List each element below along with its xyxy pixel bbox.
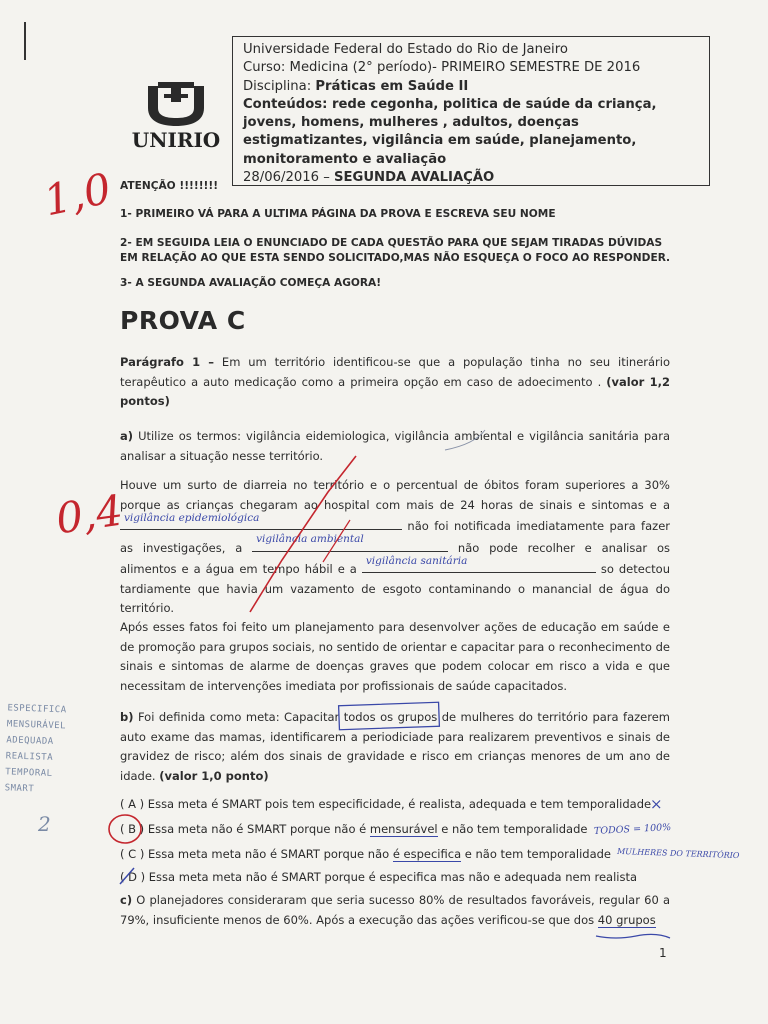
margin-note-1: ESPECIFICA (7, 703, 67, 716)
option-d-letter: ( D ) (120, 870, 146, 884)
paragraph-1-label: Parágrafo 1 – (120, 355, 215, 369)
margin-note-3: ADEQUADA (6, 735, 54, 747)
option-b[interactable] (120, 821, 587, 837)
question-b-text: Foi definida como meta: Capacitar todos os grupos de mulheres do território para fazerem auto exame das mamas, identificarem a periodiciade para realizarem preventivos e sinais de gravidez de risco; além dos sinais de gravidade e risco em crianças menores de um ano de idade. (120, 710, 670, 783)
question-c-label: c) (120, 893, 133, 907)
question-b (120, 708, 670, 786)
option-c-letter: ( C ) (120, 847, 145, 861)
option-d[interactable] (120, 869, 637, 885)
paragraph-1 (120, 353, 670, 412)
unirio-logo (128, 82, 224, 152)
outbreak-text-3: não pode recolher e analisar os alimentos e a água em tempo hábil e a (120, 540, 670, 576)
date-line (243, 169, 699, 187)
note-option-b: TODOS = 100% (593, 821, 672, 838)
option-b-text-underlined: mensurável (369, 822, 438, 836)
contents-line: Conteúdos: rede cegonha, politica de saúde da criança, jovens, homens, mulheres , adultos, doenças estigmatizantes, vigilância em saúde, planejamento, monitoramento e avaliação (243, 96, 657, 167)
question-b-label: b) (120, 710, 134, 724)
question-c (120, 891, 670, 930)
discipline-label: Disciplina: (243, 78, 316, 94)
discipline-line (243, 78, 699, 96)
question-c-text: O planejadores consideraram que seria sucesso 80% de resultados favoráveis, regular 60 a 79%, insuficiente menos de 60%. Após a execução das ações verificou-se que dos (120, 893, 670, 927)
margin-notes (4, 700, 103, 799)
option-b-letter: ( B ) (120, 822, 145, 836)
paragraph-1-text: Em um território identificou-se que a população tinha no seu itinerário terapêutico a auto medicação como a primeira opção em caso de adoecimento . (120, 355, 671, 389)
outbreak-text-1: Houve um surto de diarreia no território e o percentual de óbitos foram superiores a 30% porque as crianças chegaram ao hospital com mais de 24 horas de sinais e sintomas e a (120, 478, 670, 512)
answer-blank-2[interactable] (252, 533, 448, 552)
note-option-c: MULHERES DO TERRITÓRIO (616, 846, 740, 861)
option-c-text-pre: Essa meta meta não é SMART porque não (144, 847, 393, 861)
attention-item-2a: 2- EM SEGUIDA LEIA O ENUNCIADO DE CADA QUESTÃO PARA QUE SEJAM TIRADAS DÚVIDAS (120, 237, 663, 249)
option-c-text-underlined: é especifica (392, 847, 462, 861)
attention-heading: ATENÇÃO !!!!!!!! (120, 180, 219, 192)
question-a (120, 427, 670, 466)
attention-item-1: 1- PRIMEIRO VÁ PARA A ULTIMA PÁGINA DA PROVA E ESCREVA SEU NOME (120, 208, 556, 220)
option-d-text: Essa meta meta não é SMART porque é especifica mas não e adequada nem realista (145, 870, 638, 884)
exam-name: SEGUNDA AVALIAÇÃO (334, 170, 495, 186)
margin-note-4: REALISTA (5, 751, 54, 763)
question-a-text: Utilize os termos: vigilância eidemiologica, vigilância ambiental e vigilância sanitária para analisar a situação nesse território. (120, 429, 670, 463)
blue-wave-mark (596, 934, 670, 938)
discipline-value: Práticas em Saúde II (315, 78, 469, 94)
outbreak-text-4: so detectou tardiamente que havia um vazamento de esgoto contaminando o manancial de água do território. (120, 562, 670, 615)
margin-note-5: TEMPORAL (5, 767, 53, 779)
option-a[interactable] (120, 796, 651, 812)
answer-blank-1-text: vigilância epidemiológica (124, 511, 260, 524)
answer-blank-2-text: vigilância ambiental (256, 533, 364, 545)
option-c[interactable] (120, 846, 611, 862)
attention-item-2b: EM RELAÇÃO AO QUE ESTA SENDO SOLICITADO,MAS NÃO ESQUEÇA O FOCO AO RESPONDER. (120, 252, 671, 264)
margin-note-2-digit: 2 (38, 812, 51, 836)
exam-title: PROVA C (120, 306, 246, 335)
margin-note-6: SMART (4, 783, 35, 795)
margin-note-2: MENSURÁVEL (6, 719, 67, 732)
answer-blank-3-text: vigilância sanitária (365, 554, 468, 567)
exam-header-box (232, 36, 710, 186)
outbreak-paragraph (120, 476, 670, 619)
university-name: Universidade Federal do Estado do Rio de Janeiro (243, 42, 568, 57)
option-a-letter: ( A ) (120, 797, 145, 811)
answer-blank-1[interactable] (120, 511, 402, 530)
outbreak-text-2: não foi notificada imediatamente para fazer as investigações, a (120, 519, 670, 555)
page-number: 1 (659, 946, 667, 960)
margin-mark (24, 22, 26, 60)
option-b-text-pre: Essa meta não é SMART porque não é (144, 822, 370, 836)
option-a-text: Essa meta é SMART pois tem especificidade, é realista, adequada e tem temporalidade (144, 797, 652, 811)
question-b-value: (valor 1,0 ponto) (159, 768, 269, 783)
paragraph-1-value: (valor 1,2 pontos) (120, 374, 670, 408)
course-line: Curso: Medicina (2° período)- PRIMEIRO SEMESTRE DE 2016 (243, 60, 641, 76)
planning-paragraph: Após esses fatos foi feito um planejamento para desenvolver ações de educação em saúde e de promoção para grupos sociais, no sentido de orientar e capacitar para o reconhecimento de sinais e sintomas de alarme de doenças graves que podem colocar em risco a vida e que necessitam de intervenções imediata por profissionais de saúde capacitados. (120, 620, 670, 693)
option-b-text-post: e não tem temporalidade (437, 822, 588, 836)
attention-item-3: 3- A SEGUNDA AVALIAÇÃO COMEÇA AGORA! (120, 277, 382, 289)
grade-question-a: 0,4 (52, 485, 126, 544)
mark-option-a: × (650, 795, 663, 813)
answer-blank-3[interactable] (362, 554, 596, 573)
grade-total: 1,0 (39, 163, 116, 226)
question-c-underlined: 40 grupos (597, 912, 656, 927)
option-c-text-post: e não tem temporalidade (461, 847, 611, 861)
unirio-emblem-icon (128, 82, 224, 128)
logo-text: UNIRIO (131, 128, 221, 152)
exam-date: 28/06/2016 – (243, 170, 334, 186)
question-a-label: a) (120, 429, 134, 443)
